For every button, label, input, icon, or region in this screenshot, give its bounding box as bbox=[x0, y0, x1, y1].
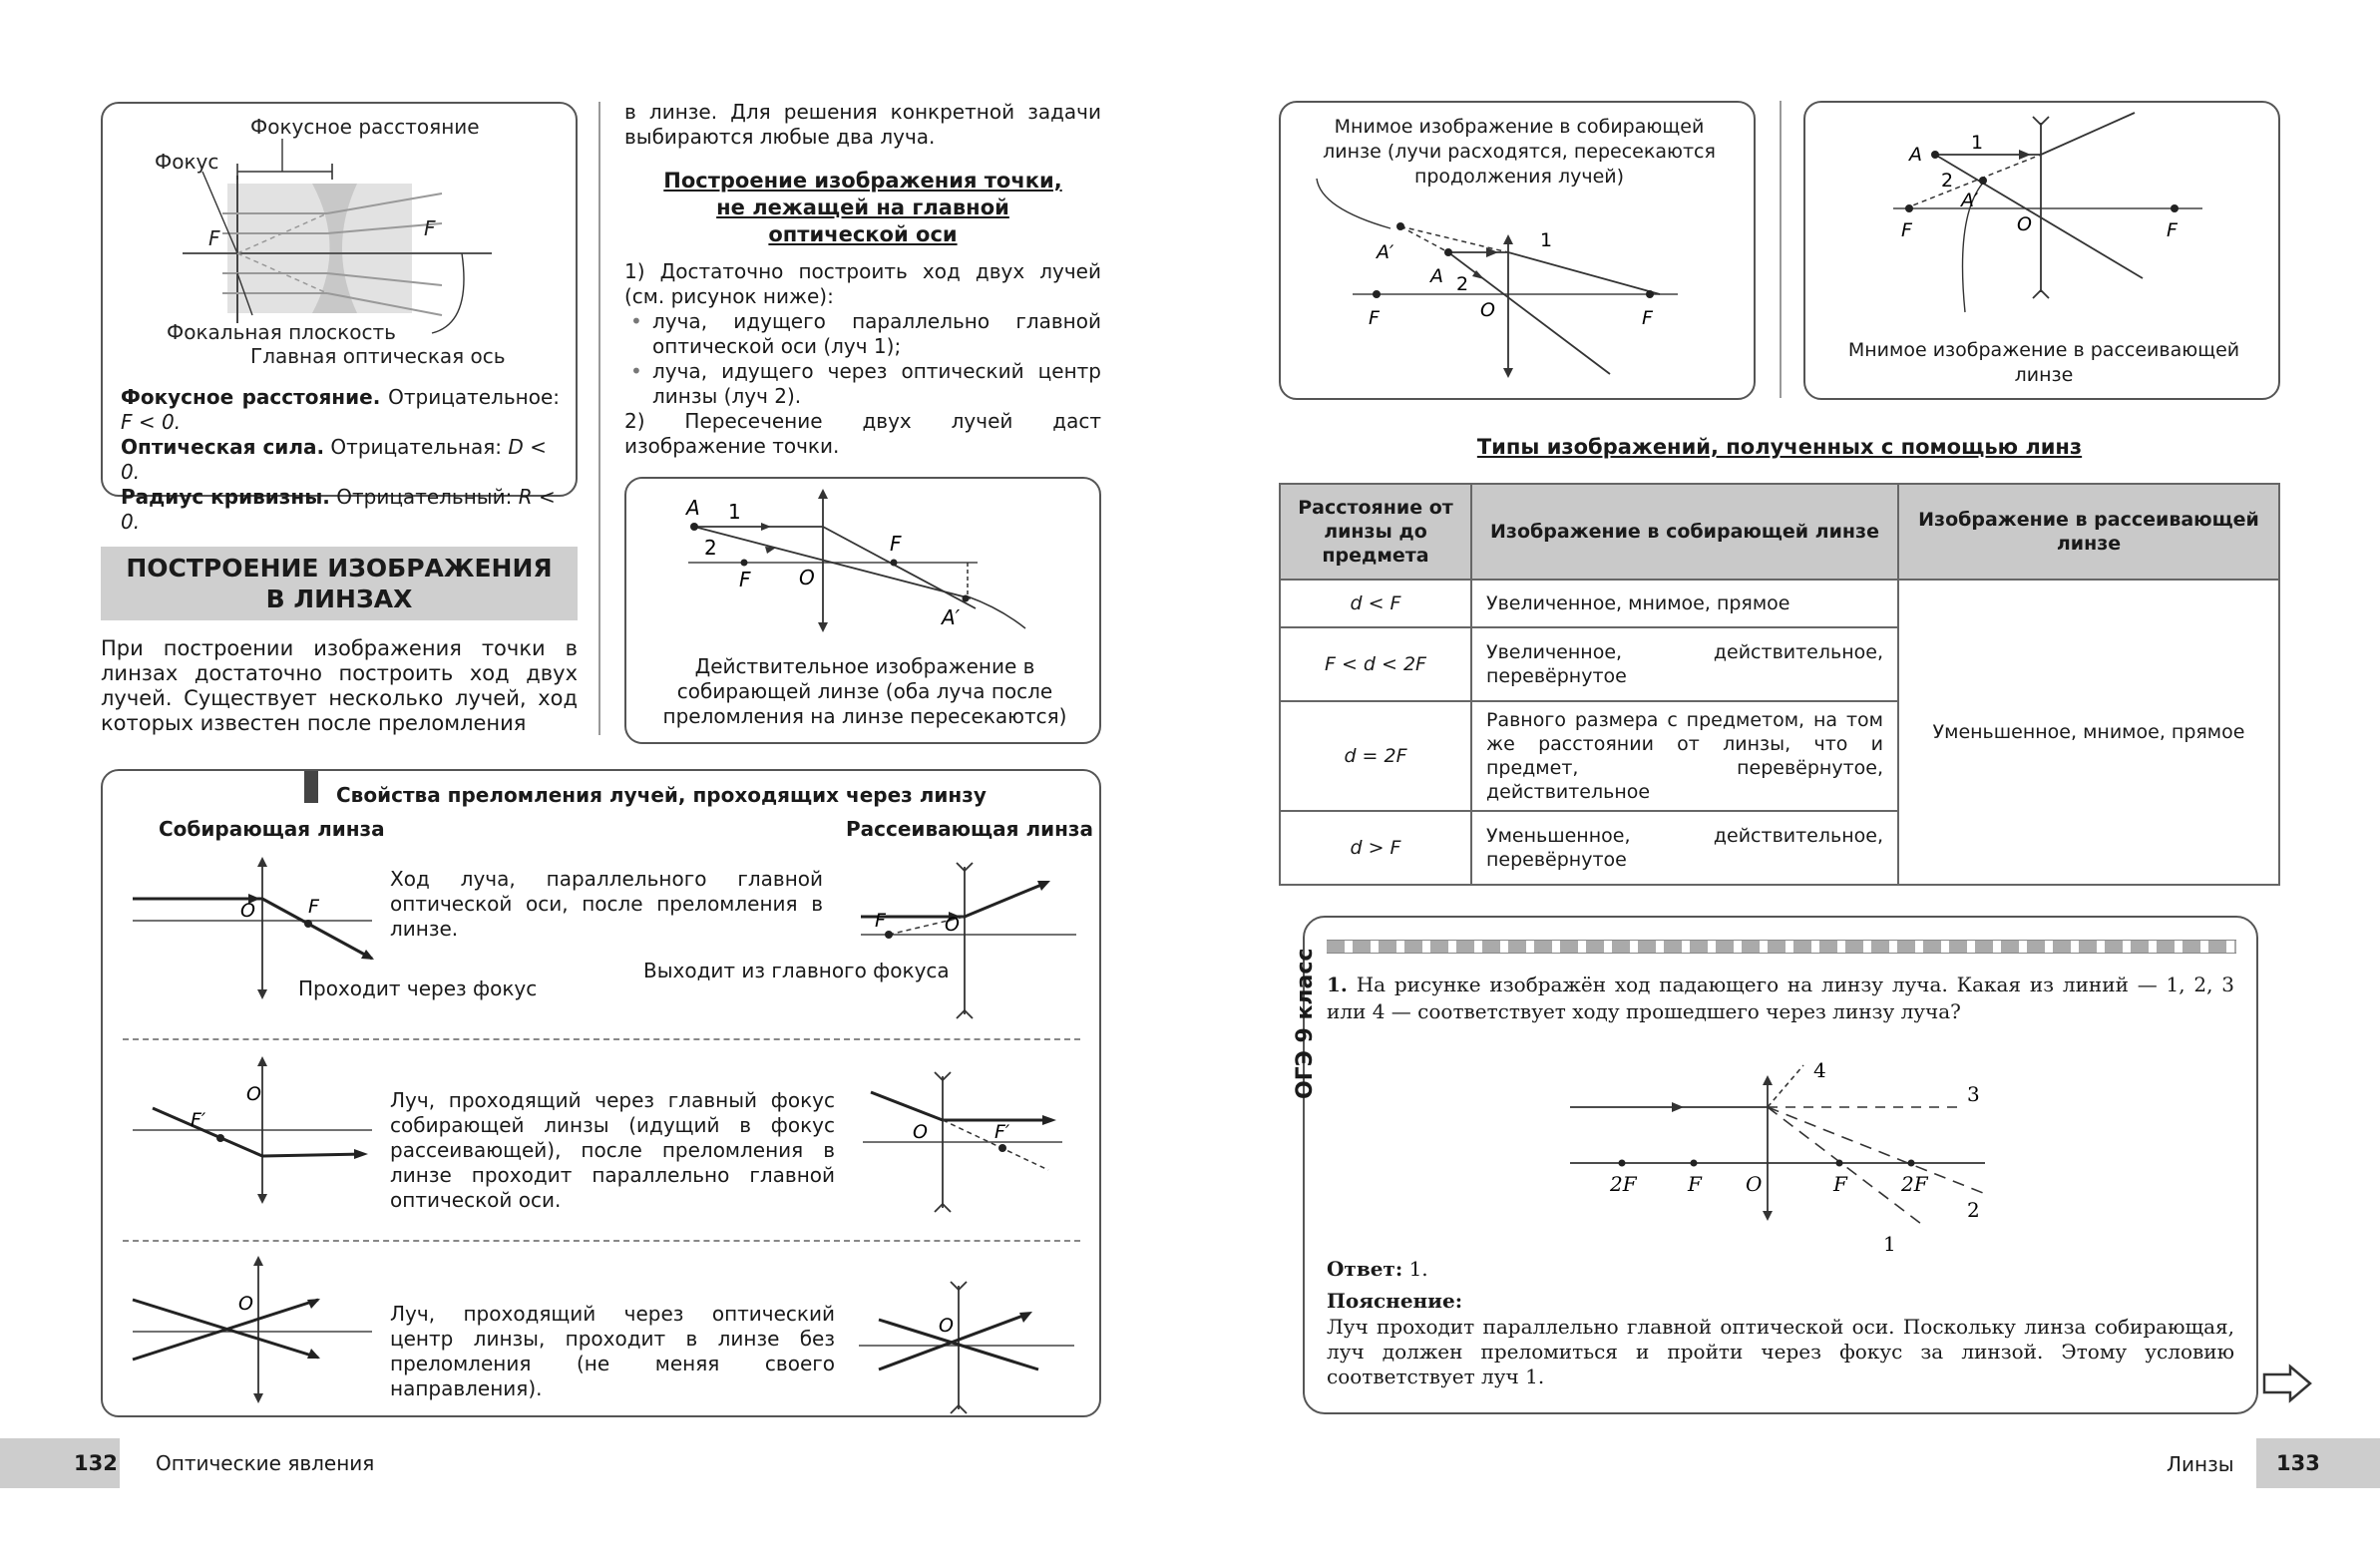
row2-text: Луч, проходящий через главный фокус собирающей линзы (идущий в фокус рассеивающей), после преломления в линзе проходит параллельно главной оптической оси. bbox=[390, 1088, 835, 1212]
row3-text: Луч, проходящий через оптический центр линзы, проходит в линзе без преломления (не меняя своего направления). bbox=[390, 1302, 835, 1400]
row1-converging-note: Проходит через фокус bbox=[298, 976, 538, 1000]
oge-line-4: 4 bbox=[1813, 1058, 1826, 1082]
section-title-line2: В ЛИНЗАХ bbox=[265, 585, 413, 613]
vdiv-F-right: F bbox=[2167, 219, 2178, 241]
prop-curvature-formula: R < 0. bbox=[121, 485, 556, 534]
row2-converging-diagram bbox=[133, 1060, 382, 1210]
table-header-row bbox=[1280, 484, 2279, 580]
oge-question-text: На рисунке изображён ход падающего на линзу луча. Какая из линий — 1, 2, 3 или 4 — соответствует ходу прошедшего через линзу луча? bbox=[1327, 973, 2235, 1023]
label-A-prime: A′ bbox=[942, 605, 961, 629]
row2-div-F-prime: F′ bbox=[994, 1121, 1010, 1143]
label-F-right: F bbox=[890, 532, 902, 556]
oge-task-box bbox=[1303, 916, 2258, 1414]
oge-line-3: 3 bbox=[1967, 1082, 1980, 1106]
vdiv-A-prime: A′ bbox=[1961, 190, 1979, 211]
real-image-box bbox=[624, 477, 1101, 744]
row-separator-1 bbox=[123, 1038, 1080, 1040]
construction-heading-line2: не лежащей на главной bbox=[716, 195, 1009, 219]
virtual-diverging-diagram bbox=[1805, 103, 2282, 302]
section-title bbox=[101, 547, 578, 620]
label-ray-2: 2 bbox=[704, 536, 717, 560]
oge-lens-diagram bbox=[1305, 1057, 2260, 1257]
row3-div-O: O bbox=[939, 1315, 954, 1337]
refraction-properties-box bbox=[101, 769, 1101, 1417]
footer-left-page-number: 132 bbox=[74, 1451, 118, 1475]
vconv-A-prime: A′ bbox=[1377, 241, 1394, 263]
row3-diverging-diagram bbox=[859, 1280, 1088, 1429]
oge-dash-strip bbox=[1327, 940, 2236, 954]
focal-distance-label: Фокусное расстояние bbox=[250, 115, 480, 139]
focal-properties-list bbox=[121, 385, 560, 535]
row1-conv-O: O bbox=[240, 900, 255, 922]
row2-conv-F-prime: F′ bbox=[191, 1109, 206, 1131]
column-divider bbox=[598, 102, 600, 735]
header-converging: Изображение в собирающей линзе bbox=[1471, 484, 1898, 580]
row3-conv-O: O bbox=[238, 1293, 253, 1315]
footer-left-title: Оптические явления bbox=[156, 1451, 375, 1475]
focal-properties-box bbox=[101, 102, 578, 534]
col2-text: в линзе. Для решения конкретной задачи выбираются любые два луча. bbox=[624, 100, 1101, 149]
footer-right-title: Линзы bbox=[2167, 1452, 2234, 1476]
prop-optical-power-name: Оптическая сила. bbox=[121, 435, 325, 459]
next-arrow-icon bbox=[2262, 1366, 2314, 1400]
header-diverging: Изображение в рассеивающей линзе bbox=[1898, 484, 2279, 580]
oge-answer-value: 1. bbox=[1408, 1257, 1428, 1281]
oge-2F-left: 2F bbox=[1610, 1172, 1637, 1196]
footer-right-page-number: 133 bbox=[2276, 1451, 2320, 1475]
col-diverging-heading: Рассеивающая линза bbox=[846, 817, 1094, 841]
step-1: 1) Достаточно построить ход двух лучей (см. рисунок ниже): bbox=[624, 259, 1101, 308]
row1-div-F: F bbox=[875, 910, 886, 932]
construction-heading-line3: оптической оси bbox=[768, 222, 958, 246]
oge-line-2: 2 bbox=[1967, 1198, 1980, 1222]
section-title-line1: ПОСТРОЕНИЕ ИЗОБРАЖЕНИЯ bbox=[126, 554, 553, 583]
row1-text: Ход луча, параллельного главной оптической оси, после преломления в линзе. bbox=[390, 867, 823, 941]
prop-focal-distance-formula: F < 0. bbox=[121, 410, 182, 434]
vconv-O: O bbox=[1480, 299, 1495, 321]
row-distance: d < F bbox=[1280, 580, 1471, 627]
oge-O: O bbox=[1746, 1172, 1763, 1196]
vdiv-ray-1: 1 bbox=[1971, 132, 1984, 154]
oge-question bbox=[1327, 972, 2234, 1025]
label-A: A bbox=[686, 496, 700, 520]
row2-div-O: O bbox=[913, 1121, 928, 1143]
vdiv-A: A bbox=[1909, 144, 1922, 166]
row-distance: F < d < 2F bbox=[1280, 627, 1471, 701]
construction-heading bbox=[624, 168, 1101, 248]
oge-F-right: F bbox=[1833, 1172, 1847, 1196]
main-axis-label: Главная оптическая ось bbox=[250, 344, 506, 368]
row1-diverging-note: Выходит из главного фокуса bbox=[643, 959, 950, 982]
diverging-lens-focal-diagram bbox=[103, 104, 580, 368]
bullet-2: • луча, идущего через оптический центр линзы (луч 2). bbox=[652, 359, 1101, 409]
focus-label: Фокус bbox=[155, 150, 219, 174]
oge-line-1: 1 bbox=[1883, 1232, 1896, 1256]
oge-explanation-label: Пояснение: bbox=[1327, 1289, 1463, 1313]
vdiv-O: O bbox=[2017, 213, 2032, 235]
focus-point-label: F bbox=[208, 226, 220, 250]
oge-side-label: ОГЭ 9 класс bbox=[1293, 948, 1318, 1099]
prop-curvature-value: Отрицательный: bbox=[336, 485, 513, 509]
prop-optical-power-value: Отрицательная: bbox=[330, 435, 503, 459]
oge-answer-label: Ответ: bbox=[1327, 1257, 1403, 1281]
oge-answer bbox=[1327, 1257, 1428, 1281]
vconv-F-right: F bbox=[1642, 307, 1653, 329]
vconv-ray-1: 1 bbox=[1540, 229, 1553, 251]
vdiv-F-left: F bbox=[1901, 219, 1912, 241]
row2-diverging-diagram bbox=[863, 1070, 1092, 1220]
row3-converging-diagram bbox=[133, 1260, 382, 1409]
prop-curvature-name: Радиус кривизны. bbox=[121, 485, 330, 509]
row1-diverging-diagram bbox=[861, 863, 1090, 1022]
oge-question-number: 1. bbox=[1327, 973, 1348, 996]
virtual-converging-box bbox=[1279, 101, 1756, 400]
row-distance: d = 2F bbox=[1280, 701, 1471, 811]
construction-steps bbox=[624, 259, 1101, 459]
row-converging: Увеличенное, мнимое, прямое bbox=[1471, 580, 1898, 627]
row-converging: Равного размера с предметом, на том же расстоянии от линзы, что и предмет, перевёрнутое, действительное bbox=[1471, 701, 1898, 811]
virtual-diverging-box bbox=[1803, 101, 2280, 400]
right-column-divider bbox=[1780, 101, 1782, 398]
row2-conv-O: O bbox=[246, 1083, 261, 1105]
row-separator-2 bbox=[123, 1240, 1080, 1242]
label-O: O bbox=[799, 566, 815, 589]
oge-2F-right: 2F bbox=[1901, 1172, 1928, 1196]
row1-div-O: O bbox=[945, 914, 960, 936]
properties-title-marker bbox=[304, 771, 318, 803]
label-ray-1: 1 bbox=[728, 500, 741, 524]
step-2: 2) Пересечение двух лучей даст изображение точки. bbox=[624, 409, 1101, 458]
intro-text: При построении изображения точки в линзах достаточно построить ход двух лучей. Существует несколько лучей, ход которых известен после преломления bbox=[101, 636, 578, 735]
prop-optical-power-formula: D < 0. bbox=[121, 435, 547, 484]
virtual-converging-caption: Мнимое изображение в собирающей линзе (лучи расходятся, пересекаются продолжения лучей) bbox=[1323, 116, 1716, 188]
oge-F-left: F bbox=[1688, 1172, 1702, 1196]
real-image-diagram bbox=[626, 479, 1103, 638]
row-distance: d > F bbox=[1280, 811, 1471, 885]
vconv-F-left: F bbox=[1369, 307, 1380, 329]
image-types-table bbox=[1279, 483, 2280, 886]
prop-focal-distance-value: Отрицательное: bbox=[388, 385, 560, 409]
real-image-caption: Действительное изображение в собирающей линзе (оба луча после преломления на линзе пересекаются) bbox=[662, 654, 1067, 728]
table-row bbox=[1280, 580, 2279, 627]
virtual-converging-diagram bbox=[1281, 189, 1758, 398]
vconv-A: A bbox=[1430, 265, 1443, 287]
label-F-left: F bbox=[739, 568, 751, 591]
vconv-ray-2: 2 bbox=[1456, 273, 1469, 295]
header-distance: Расстояние от линзы до предмета bbox=[1280, 484, 1471, 580]
row1-conv-F: F bbox=[308, 896, 319, 918]
construction-heading-line1: Построение изображения точки, bbox=[663, 169, 1062, 193]
row-diverging-all: Уменьшенное, мнимое, прямое bbox=[1898, 580, 2279, 885]
oge-explanation: Луч проходит параллельно главной оптической оси. Поскольку линза собирающая, луч должен преломиться и пройти через фокус за линзой. Этому условию соответствует луч 1. bbox=[1327, 1315, 2234, 1388]
col-converging-heading: Собирающая линза bbox=[159, 817, 385, 841]
focus-point-label-right: F bbox=[424, 216, 436, 240]
types-heading: Типы изображений, полученных с помощью линз bbox=[1476, 435, 2083, 459]
properties-title: Свойства преломления лучей, проходящих через линзу bbox=[336, 783, 987, 807]
focal-plane-label: Фокальная плоскость bbox=[167, 320, 396, 344]
vdiv-ray-2: 2 bbox=[1941, 170, 1954, 192]
bullet-1: • луча, идущего параллельно главной оптической оси (луч 1); bbox=[652, 309, 1101, 359]
virtual-diverging-caption: Мнимое изображение в рассеивающей линзе bbox=[1847, 339, 2240, 386]
row-converging: Увеличенное, действительное, перевёрнутое bbox=[1471, 627, 1898, 701]
prop-focal-distance-name: Фокусное расстояние. bbox=[121, 385, 381, 409]
row-converging: Уменьшенное, действительное, перевёрнутое bbox=[1471, 811, 1898, 885]
